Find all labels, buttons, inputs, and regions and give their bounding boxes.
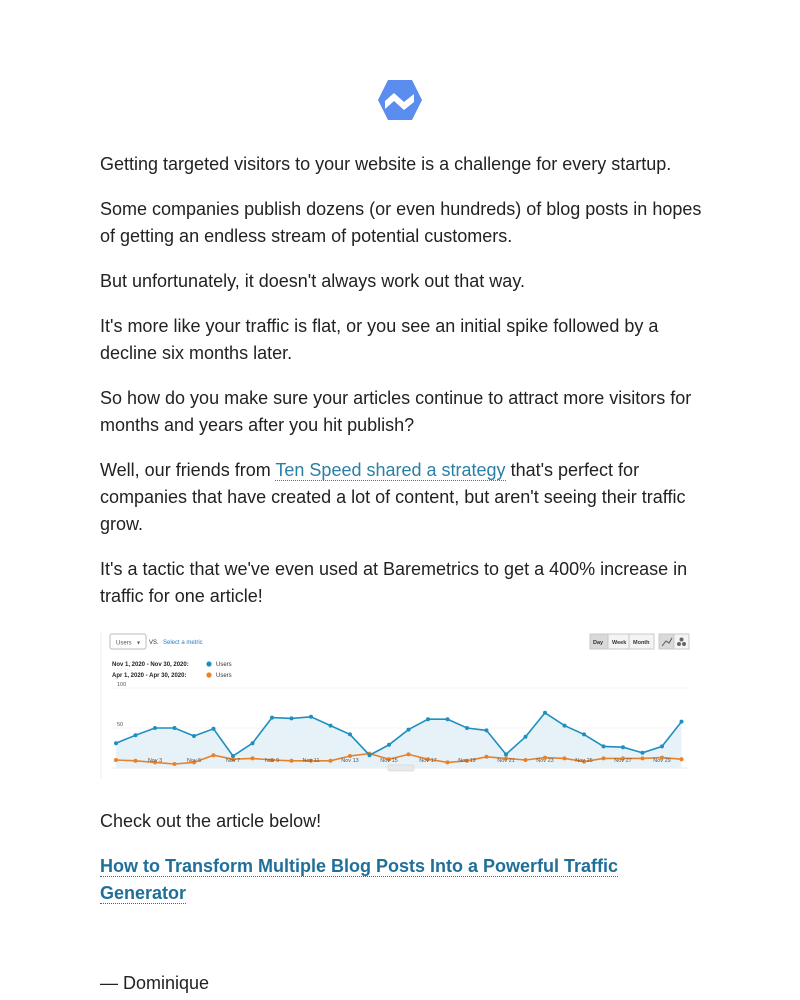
- legend-range-2: Apr 1, 2020 - Apr 30, 2020:: [112, 673, 187, 679]
- data-point: [485, 755, 489, 759]
- chart-scroll-handle[interactable]: [388, 765, 414, 771]
- period-button-group[interactable]: [590, 634, 654, 649]
- paragraph-unfortunately: But unfortunately, it doesn't always work out that way.: [100, 271, 525, 291]
- data-point: [660, 744, 664, 748]
- x-tick-label: Nov 25: [575, 758, 593, 764]
- data-point: [563, 756, 567, 760]
- paragraph-intro: Getting targeted visitors to your website is a challenge for every startup.: [100, 154, 672, 174]
- data-point: [251, 741, 255, 745]
- x-tick-label: Nov 29: [653, 758, 671, 764]
- signoff: — Dominique: [100, 973, 210, 993]
- y-tick-label: 50: [117, 722, 124, 728]
- legend-name-1: Users: [216, 662, 232, 668]
- legend-range-1: Nov 1, 2020 - Nov 30, 2020:: [112, 662, 189, 668]
- data-point: [465, 726, 469, 730]
- baremetrics-logo-icon: [376, 78, 424, 122]
- data-point: [329, 759, 333, 763]
- data-point: [407, 752, 411, 756]
- data-point: [153, 726, 157, 730]
- x-tick-label: Nov 21: [497, 758, 515, 764]
- x-tick-label: Nov 3: [147, 758, 163, 764]
- data-point: [329, 724, 333, 728]
- legend-dot-1: [206, 661, 211, 666]
- motion-chart-toggle-icon[interactable]: [674, 634, 689, 649]
- data-point: [680, 720, 684, 724]
- chart-x-axis: [113, 758, 671, 764]
- paragraph-question: So how do you make sure your articles continue to attract more visitors for months and years after you hit publish?: [100, 388, 692, 435]
- data-point: [387, 743, 391, 747]
- data-point: [426, 717, 430, 721]
- data-point: [680, 757, 684, 761]
- x-tick-label: Nov 15: [380, 758, 398, 764]
- y-tick-label: 100: [117, 682, 127, 688]
- x-tick-label: Nov 27: [614, 758, 632, 764]
- data-point: [348, 732, 352, 736]
- x-tick-label: Nov 13: [341, 758, 359, 764]
- chevron-down-icon: ▾: [137, 640, 141, 647]
- data-point: [114, 741, 118, 745]
- data-point: [621, 745, 625, 749]
- ten-speed-before: Well, our friends from: [100, 460, 276, 480]
- data-point: [563, 724, 567, 728]
- x-tick-label: Nov 11: [302, 758, 320, 764]
- x-tick-label: Nov 23: [536, 758, 554, 764]
- data-point: [134, 759, 138, 763]
- paragraph-companies: Some companies publish dozens (or even hundreds) of blog posts in hopes of getting an endless stream of potential customers.: [100, 199, 702, 246]
- x-tick-label: Nov 19: [458, 758, 476, 764]
- ten-speed-link[interactable]: Ten Speed shared a strategy: [275, 460, 506, 480]
- data-point: [290, 759, 294, 763]
- email-body: [100, 151, 710, 628]
- traffic-chart: [100, 630, 692, 780]
- data-point: [602, 756, 606, 760]
- data-point: [446, 717, 450, 721]
- paragraph-tactic: It's a tactic that we've even used at Baremetrics to get a 400% increase in traffic for one article!: [100, 559, 688, 606]
- x-tick-label: ...: [113, 758, 118, 764]
- data-point: [212, 727, 216, 731]
- data-point: [368, 753, 372, 757]
- data-point: [641, 751, 645, 755]
- data-point: [192, 734, 196, 738]
- x-tick-label: Nov 9: [264, 758, 280, 764]
- line-chart-toggle-icon[interactable]: [659, 634, 674, 649]
- data-point: [407, 728, 411, 732]
- data-point: [602, 744, 606, 748]
- data-point: [212, 753, 216, 757]
- data-point: [524, 758, 528, 762]
- article-link[interactable]: How to Transform Multiple Blog Posts Into a Powerful Traffic Generator: [100, 856, 619, 903]
- ten-speed-after: that's perfect for companies that have created a lot of content, but aren't seeing their traffic grow.: [100, 460, 686, 534]
- data-point: [251, 756, 255, 760]
- data-point: [641, 756, 645, 760]
- paragraph-ten-speed: [100, 457, 710, 538]
- data-point: [582, 732, 586, 736]
- data-point: [290, 716, 294, 720]
- data-point: [270, 716, 274, 720]
- data-point: [504, 752, 508, 756]
- day-button: Day: [593, 640, 604, 646]
- cta-text: Check out the article below!: [100, 811, 322, 831]
- x-tick-label: Nov 5: [186, 758, 202, 764]
- legend-dot-2: [206, 672, 211, 677]
- data-point: [134, 733, 138, 737]
- week-button: Week: [612, 640, 627, 646]
- metric-select-label: Users: [116, 640, 132, 647]
- x-tick-label: Nov 7: [225, 758, 241, 764]
- data-point: [524, 735, 528, 739]
- article-title-block: [100, 853, 660, 907]
- metric-select[interactable]: [110, 634, 146, 649]
- select-metric-link[interactable]: Select a metric: [163, 640, 203, 646]
- data-point: [173, 762, 177, 766]
- x-tick-label: Nov 17: [419, 758, 437, 764]
- data-point: [543, 711, 547, 715]
- data-point: [309, 715, 313, 719]
- data-point: [446, 760, 450, 764]
- month-button: Month: [633, 640, 650, 646]
- data-point: [485, 728, 489, 732]
- legend-name-2: Users: [216, 673, 232, 679]
- vs-label: VS.: [149, 640, 159, 646]
- data-point: [173, 726, 177, 730]
- paragraph-flat-traffic: It's more like your traffic is flat, or you see an initial spike followed by a decline six months later.: [100, 316, 659, 363]
